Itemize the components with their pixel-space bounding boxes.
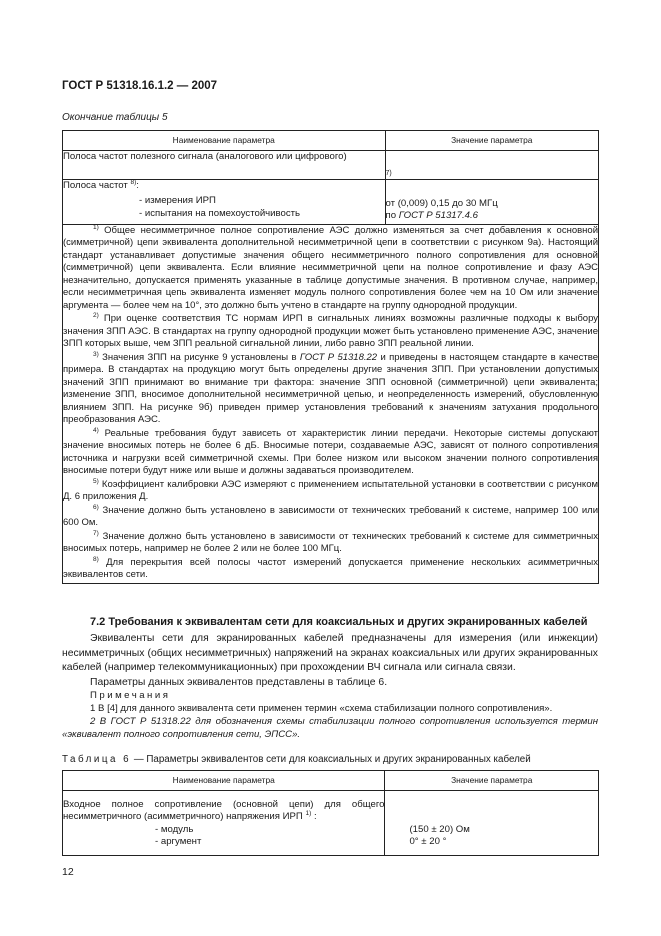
row2-value1: от (0,009) 0,15 до 30 МГц (385, 198, 498, 209)
footnote-7-text: Значение должно быть установлено в зависимости от технических требований к системе для симметричных вносимых потерь, например не более 2 или не более 100 МГц. (63, 530, 598, 555)
row2-value2-prefix: по (385, 210, 397, 222)
row2-name-text: Полоса частот (63, 180, 128, 191)
footnote-5-mark: 5) (93, 477, 99, 485)
document-header: ГОСТ Р 51318.16.1.2 — 2007 (62, 80, 218, 92)
table-row (63, 151, 599, 180)
footnote-5-text: Коэффициент калибровки АЭС измеряют с применением испытательной установки в соответствии с рисунком Д. 6 приложения Д. (63, 478, 599, 503)
table5-caption: Окончание таблицы 5 (62, 112, 168, 123)
table5-col2-header: Значение параметра (385, 131, 598, 151)
footnote-4 (63, 428, 598, 478)
table5 (62, 130, 599, 584)
table6-row1-value2: 0° ± 20 ° (409, 836, 447, 848)
section-body (62, 632, 598, 690)
table6-row1-name (63, 791, 385, 856)
footnote-3-text-a: Значения ЗПП на рисунке 9 установлены в (102, 351, 297, 363)
footnote-8-mark: 8) (93, 555, 99, 563)
footnote-7 (63, 531, 598, 556)
footnote-2-text: При оценке соответствия ТС нормам ИРП в сигнальных линиях возможны различные подходы к выбору значения ЗПП АЭС. В стандартах на группу однородной продукции может быть установлено применение АЭС, значение ЗПП которых выше, чем ЗПП реальной сигнальной линии, либо равно ЗПП реальной линии. (63, 313, 599, 350)
table6 (62, 770, 599, 856)
table6-caption (62, 754, 531, 765)
table6-caption-text: — Параметры эквивалентов сети для коаксиальных и других экранированных кабелей (133, 754, 531, 765)
section-notes (62, 689, 598, 741)
row2-value2-ref: ГОСТ Р 51317.4.6 (398, 210, 478, 222)
footnote-1-mark: 1) (93, 223, 99, 231)
footnote-4-text: Реальные требования будут зависеть от характеристик линии передачи. Некоторые системы допускают значение вносимых потерь не более 6 дБ. Вносимые потери, создаваемые АЭС, зависят от полного сопротивления источника и нагрузки всей симметричной схемы. При более низком или высоком значении полного сопротивления вносимые потери будут ниже или выше и должны задаваться производителем. (63, 427, 599, 477)
footnote-3-ref: ГОСТ Р 51318.22 (299, 351, 378, 363)
row2-value2 (386, 210, 598, 222)
row2-name (63, 180, 386, 225)
footnote-1 (63, 225, 598, 313)
table6-row1-suffix: : (313, 811, 317, 823)
footnote-3-text-b: и приведены в настоящем стандарте в качестве примера. В стандартах на продукцию могут быть определены другие значения ЗПП. При установлении допустимых значений ЗПП принимают во внимание три фактора: значение ЗПП основной (симметричной) цепи эквивалента; изменение ЗПП, вносимое дополнительной несимметричной цепью, и неопределенность измерений, обусловленную влиянием ЗПП. На рисунке 9б) приведен пример установления требований к значениям затухания продольного преобразования АЭС. (63, 351, 598, 426)
footnote-4-mark: 4) (93, 426, 99, 434)
footnote-8 (63, 557, 598, 582)
footnote-1-text: Общее несимметричное полное сопротивление АЭС должно изменяться за счет добавления к основной (симметричной) цепи эквивалента дополнительной несимметричной цепи в соответствии с рисунком 9а). Настоящий стандарт устанавливает допустимые значения общего несимметричного полного сопротивления для основной (симметричной) цепи эквивалента. Если влияние несимметричной цепи на полное сопротивление и фазу АЭС незначительно, допускается применять указанные в таблице допустимые значения. В противном случае, например, если несимметричная цепь эквивалента изменяет модуль полного сопротивления более чем на 10 Ом или значение аргумента — более чем на 10°, это должно быть учтено в стандарте на группу однородной продукции. (63, 224, 599, 311)
footnote-6 (63, 505, 598, 530)
table6-col1-header: Наименование параметра (63, 771, 385, 791)
table5-footnotes-row (63, 224, 599, 583)
note-2: 2 В ГОСТ Р 51318.22 для обозначения схемы стабилизации полного сопротивления используется термин «эквивалент полного сопротивления сети, ЭПСС». (62, 716, 598, 740)
row1-value (385, 151, 598, 180)
footnote-5 (63, 479, 598, 504)
table6-row1-item1: - модуль (155, 823, 194, 835)
table6-row1-value (385, 791, 599, 856)
table5-col1-header: Наименование параметра (63, 131, 386, 151)
footnote-3 (63, 352, 598, 427)
table6-row1-item2: - аргумент (155, 835, 202, 847)
footnote-8-text: Для перекрытия всей полосы частот измерений допускается применение нескольких асимметричных эквивалентов сети. (63, 556, 599, 581)
section-para-2: Параметры данных эквивалентов представлены в таблице 6. (90, 676, 388, 688)
section-title: 7.2 Требования к эквивалентам сети для коаксиальных и других экранированных кабелей (90, 616, 588, 628)
table-row (63, 791, 599, 856)
notes-title: Примечания (90, 690, 171, 701)
footnote-6-text: Значение должно быть установлено в зависимости от технических требований к системе, например 100 или 600 Ом. (63, 504, 598, 529)
row2-item2: - испытания на помехоустойчивость (139, 207, 301, 219)
table6-row1-value1: (150 ± 20) Ом (409, 824, 470, 835)
row1-value-mark: 7) (385, 169, 392, 177)
table6-row1-name-text: Входное полное сопротивление (основной цепи) для общего несимметричного (асимметричного) напряжения ИРП (63, 799, 385, 823)
row2-name-suffix: : (136, 180, 139, 191)
table-row (63, 180, 599, 225)
note-1: 1 В [4] для данного эквивалента сети применен термин «схема стабилизации полного сопротивления». (90, 703, 553, 714)
row2-value (385, 180, 598, 225)
table6-col2-header: Значение параметра (385, 771, 599, 791)
table5-footnotes (63, 224, 599, 583)
footnote-2 (63, 313, 598, 351)
footnote-3-mark: 3) (93, 350, 99, 358)
row2-item1: - измерения ИРП (139, 195, 216, 207)
table6-header-row (63, 771, 599, 791)
row1-name: Полоса частот полезного сигнала (аналогового или цифрового) (63, 151, 386, 180)
footnote-7-mark: 7) (93, 529, 99, 537)
section-para-1: Эквиваленты сети для экранированных кабелей предназначены для измерения (или инжекции) несимметричных (общих несимметричных) напряжений на экранах коаксиальных или других экранированных кабелей (например телекоммуникационных) при прохождении ВЧ сигнала или сигнала связи. (62, 633, 598, 673)
page-number: 12 (62, 866, 74, 878)
table6-caption-label: Таблица 6 (62, 754, 132, 765)
footnote-6-mark: 6) (93, 503, 99, 511)
row2-name-sup: 8) (130, 178, 137, 186)
footnote-2-mark: 2) (93, 312, 99, 320)
table5-header-row (63, 131, 599, 151)
table6-row1-sup: 1) (305, 810, 312, 818)
